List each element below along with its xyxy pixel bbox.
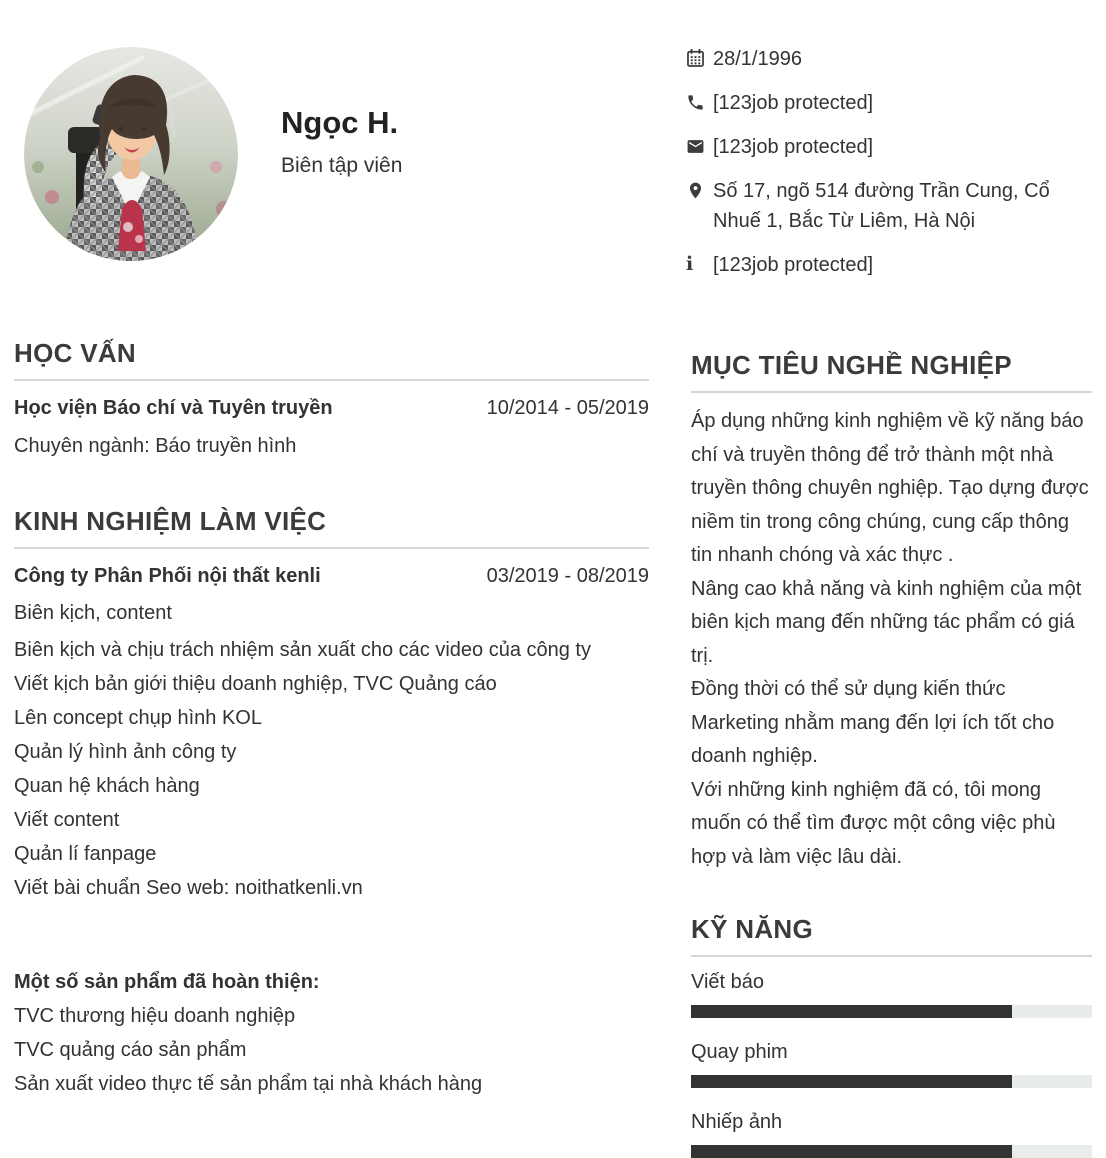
duty-item: Viết bài chuẩn Seo web: noithatkenli.vn: [14, 877, 363, 899]
products-title: Một số sản phẩm đã hoàn thiện:: [14, 971, 320, 993]
objective-paragraph: Đồng thời có thể sử dụng kiến thức Marketing nhằm mang đến lợi ích tốt cho doanh nghiệp.: [691, 678, 1055, 767]
duty-item: Quan hệ khách hàng: [14, 775, 200, 797]
school-name: Học viện Báo chí và Tuyên truyền: [14, 397, 333, 419]
duty-item: Quản lí fanpage: [14, 843, 157, 865]
experience-heading: KINH NGHIỆM LÀM VIỆC: [14, 506, 327, 536]
contact-row-email: [686, 132, 1092, 162]
contact-row-phone: [686, 88, 1092, 118]
experience-role: Biên kịch, content: [14, 602, 172, 624]
candidate-title: Biên tập viên: [281, 154, 403, 177]
experience-section: [14, 508, 649, 1101]
duty-item: Lên concept chụp hình KOL: [14, 707, 262, 729]
email-value: [123job protected]: [713, 136, 874, 158]
duty-list: [14, 633, 649, 905]
objective-paragraph: Nâng cao khả năng và kinh nghiệm của một biên kịch mang đến những tác phẩm có giá trị.: [691, 577, 1082, 667]
education-period: 10/2014 - 05/2019: [486, 397, 649, 419]
skill-label: Quay phim: [691, 1041, 788, 1063]
section-divider: [14, 379, 649, 381]
education-heading: HỌC VẤN: [14, 338, 136, 368]
skill-bar: [691, 1075, 1092, 1088]
section-divider: [691, 391, 1092, 393]
company-name: Công ty Phân Phối nội thất kenli: [14, 565, 321, 587]
email-icon: [686, 137, 705, 156]
skill-bar: [691, 1145, 1092, 1158]
section-divider: [14, 547, 649, 549]
education-major: Chuyên ngành: Báo truyền hình: [14, 435, 297, 457]
location-icon: [686, 181, 705, 200]
skill-bar-fill: [691, 1145, 1012, 1158]
skill-bar: [691, 1005, 1092, 1018]
candidate-name: Ngọc H.: [281, 105, 399, 140]
phone-icon: [686, 93, 705, 112]
objective-text: [691, 405, 1092, 874]
profile-photo: [24, 47, 238, 261]
product-item: Sản xuất video thực tế sản phẩm tại nhà khách hàng: [14, 1073, 483, 1095]
objective-section: [691, 352, 1092, 874]
education-entry: [14, 396, 649, 420]
profile-photo-illustration: [24, 47, 238, 261]
education-section: [14, 340, 649, 458]
contact-row-address: [686, 176, 1092, 236]
skill-bar-fill: [691, 1075, 1012, 1088]
objective-heading: MỤC TIÊU NGHỀ NGHIỆP: [691, 350, 1012, 380]
skill-bar-fill: [691, 1005, 1012, 1018]
products-block: [14, 965, 649, 1101]
contact-row-info: [686, 250, 1092, 280]
left-column: [14, 340, 649, 1101]
objective-paragraph: Với những kinh nghiệm đã có, tôi mong muốn có thể tìm được một công việc phù hợp và làm việc lâu dài.: [691, 778, 1056, 868]
info-icon: i: [686, 253, 694, 275]
address-value: Số 17, ngõ 514 đường Trần Cung, Cổ Nhuế 1, Bắc Từ Liêm, Hà Nội: [713, 180, 1050, 232]
duty-item: Viết content: [14, 809, 120, 831]
skill-label: Viết báo: [691, 971, 765, 993]
contact-row-birthday: [686, 44, 1092, 74]
duty-item: Viết kịch bản giới thiệu doanh nghiệp, TVC Quảng cáo: [14, 673, 497, 695]
birthday-value: 28/1/1996: [713, 48, 802, 70]
skills-section: [691, 916, 1092, 1158]
right-column: [691, 352, 1092, 1158]
duty-item: Quản lý hình ảnh công ty: [14, 741, 237, 763]
header-block: [281, 106, 402, 178]
contact-list: [686, 44, 1092, 280]
experience-period: 03/2019 - 08/2019: [486, 565, 649, 587]
product-item: TVC quảng cáo sản phẩm: [14, 1039, 247, 1061]
section-divider: [691, 955, 1092, 957]
info-value: [123job protected]: [713, 254, 874, 276]
phone-value: [123job protected]: [713, 92, 874, 114]
objective-paragraph: Áp dụng những kinh nghiệm về kỹ năng báo chí và truyền thông để trở thành một nhà truyền thông chuyên nghiệp. Tạo dựng được niềm tin trong công chúng, cung cấp thông tin nhanh chóng và xác thực .: [691, 410, 1089, 566]
calendar-icon: [686, 49, 705, 68]
skill-label: Nhiếp ảnh: [691, 1111, 783, 1133]
duty-item: Biên kịch và chịu trách nhiệm sản xuất cho các video của công ty: [14, 639, 591, 661]
skills-heading: KỸ NĂNG: [691, 914, 813, 944]
product-item: TVC thương hiệu doanh nghiệp: [14, 1005, 296, 1027]
experience-entry: [14, 564, 649, 588]
